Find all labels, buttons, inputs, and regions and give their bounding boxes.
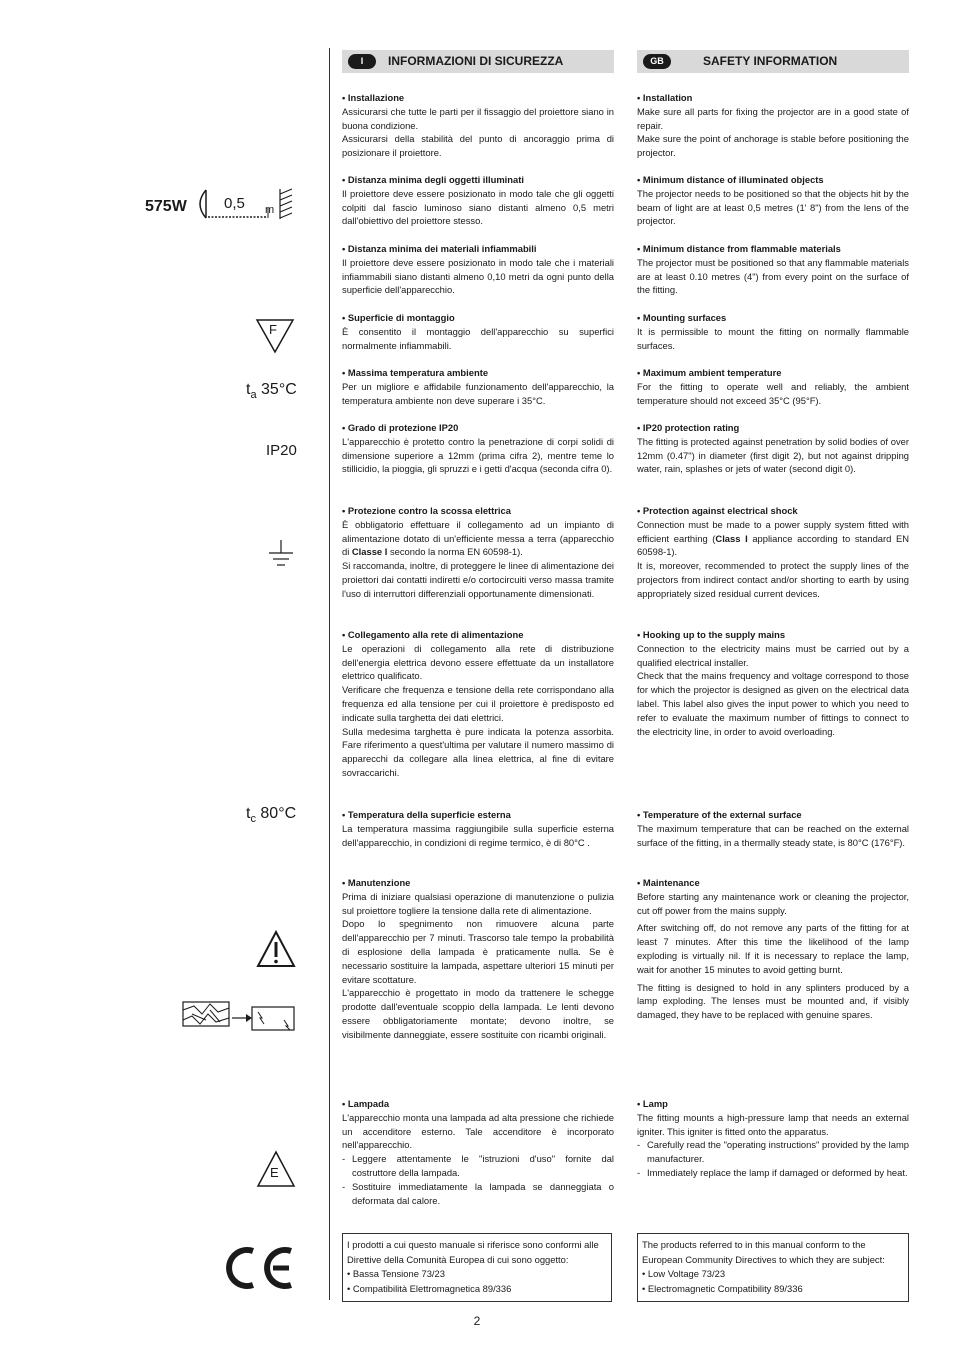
class-label: Class I xyxy=(715,532,748,544)
section-title: • Manutenzione xyxy=(342,877,411,888)
list-item: - Immediately replace the lamp if damaged or deformed by heat. xyxy=(637,1166,909,1180)
paragraph xyxy=(637,518,909,559)
header-title-it: INFORMAZIONI DI SICUREZZA xyxy=(388,54,564,68)
earth-ground-icon xyxy=(268,539,294,569)
it-section-surface-temperature xyxy=(342,808,614,849)
section-title: • Protezione contro la scossa elettrica xyxy=(342,505,511,516)
section-title: • Mounting surfaces xyxy=(637,312,727,323)
class-label: Classe I xyxy=(351,546,388,558)
lamp-icon-letter: E xyxy=(270,1165,279,1180)
en-section-ip-rating xyxy=(637,421,909,476)
text-run: appliance according to standard EN 60598-1). xyxy=(637,532,909,558)
paragraph: L'apparecchio è protetto contro la penetrazione di corpi solidi di dimensione superiore a 12mm (prima cifra 2), mentre teme lo stillicidio, la pioggia, gli spruzzi e i getti d'acqua (seconda cifra 0). xyxy=(342,435,614,475)
en-conformity-box xyxy=(637,1233,909,1302)
section-title: • Temperatura della superficie esterna xyxy=(342,809,511,820)
header-english xyxy=(637,50,909,73)
tc-value: 80°C xyxy=(255,805,297,822)
en-section-maintenance xyxy=(637,876,909,1022)
paragraph: The fitting is designed to hold in any splinters produced by a lamp exploding. The lenses must be mounted and, if visibly damaged, they have to be replaced with genuine spares. xyxy=(637,981,909,1021)
en-section-lamp xyxy=(637,1097,909,1180)
paragraph xyxy=(342,518,614,559)
section-title: • Maximum ambient temperature xyxy=(637,367,782,378)
en-section-supply-mains xyxy=(637,628,909,738)
it-section-lamp xyxy=(342,1097,614,1207)
page-number: 2 xyxy=(473,1314,481,1328)
warning-icon xyxy=(256,930,296,968)
en-section-min-distance-flammable xyxy=(637,242,909,297)
language-badge-gb: GB xyxy=(643,54,671,69)
section-title: • Minimum distance of illuminated objects xyxy=(637,174,824,185)
it-section-ip-rating xyxy=(342,421,614,476)
list xyxy=(342,1152,614,1207)
section-title: • Maintenance xyxy=(637,877,700,888)
list-item: - Carefully read the "operating instructions" provided by the lamp manufacturer. xyxy=(637,1138,909,1166)
section-title: • Installazione xyxy=(342,92,405,103)
paragraph: È consentito il montaggio dell'apparecchio su superfici normalmente infiammabili. xyxy=(342,325,614,351)
paragraph: Per un migliore e affidabile funzionamento dell'apparecchio, la temperatura ambiente non deve superare i 35°C. xyxy=(342,380,614,406)
paragraph: Make sure the point of anchorage is stable before positioning the projector. xyxy=(637,133,909,159)
header-italian xyxy=(342,50,614,73)
tc-base: t xyxy=(246,805,251,822)
en-section-ambient-temperature xyxy=(637,366,909,407)
en-section-electrical-shock xyxy=(637,504,909,601)
section-title: • IP20 protection rating xyxy=(637,422,740,433)
it-conformity-box xyxy=(342,1233,612,1302)
language-badge-it: I xyxy=(348,54,376,69)
list-item: • Low Voltage 73/23 xyxy=(642,1268,726,1279)
section-title: • Lampada xyxy=(342,1098,390,1109)
it-section-min-distance-objects xyxy=(342,173,614,228)
paragraph: Il proiettore deve essere posizionato in modo tale che gli oggetti colpiti dal fascio luminoso siano distanti almeno 0,5 metri dall'obiettivo del proiettore stesso. xyxy=(342,187,614,227)
paragraph: Assicurarsi della stabilità del punto di ancoraggio prima di posizionare il proiettore. xyxy=(342,133,614,159)
section-title: • Collegamento alla rete di alimentazione xyxy=(342,629,524,640)
it-section-electrical-shock xyxy=(342,504,614,601)
en-section-installation xyxy=(637,91,909,160)
ta-base: t xyxy=(246,381,251,398)
section-title: • Distanza minima degli oggetti illuminati xyxy=(342,174,524,185)
paragraph: The fitting mounts a high-pressure lamp that needs an external igniter. This igniter is fitted onto the apparatus. xyxy=(637,1111,909,1137)
broken-lens-replace-icon xyxy=(180,1000,298,1032)
paragraph: The products referred to in this manual conform to the European Community Directives to which they are subject: xyxy=(642,1239,885,1265)
list-item: • Compatibilità Elettromagnetica 89/336 xyxy=(347,1282,512,1294)
section-title: • Installation xyxy=(637,92,693,103)
paragraph: La temperatura massima raggiungibile sulla superficie esterna dell'apparecchio, in condizioni di regime termico, è di 80°C . xyxy=(342,822,614,848)
paragraph: The projector needs to be positioned so that the objects hit by the beam of light are at least 0,5 metres (1' 8") from the lens of the projector. xyxy=(637,187,909,227)
min-distance-value: 0,5 xyxy=(224,195,245,212)
it-section-mounting-surface xyxy=(342,311,614,352)
header-title-en: SAFETY INFORMATION xyxy=(703,54,838,68)
paragraph: Connection to the electricity mains must be carried out by a qualified electrical installer. xyxy=(637,642,909,668)
paragraph: Assicurarsi che tutte le parti per il fissaggio del proiettore siano in buona condizione. xyxy=(342,105,614,131)
paragraph: Prima di iniziare qualsiasi operazione di manutenzione o pulizia sul proiettore togliere la tensione dalla rete di alimentazione. xyxy=(342,890,614,916)
paragraph: The fitting is protected against penetration by solid bodies of over 12mm (0.47") in diameter (first digit 2), but not against dripping water, rain, splashes or jets of water (second digit 0). xyxy=(637,435,909,475)
ta-sub: a xyxy=(250,389,257,402)
paragraph: Si raccomanda, inoltre, di proteggere le linee di alimentazione dei proiettori dai contatti indiretti e/o cortocircuiti verso massa tramite l'uso di interruttori differenziali opportunamente dimensionati. xyxy=(342,560,614,599)
ip-rating: IP20 xyxy=(266,442,297,459)
paragraph: Le operazioni di collegamento alla rete di distribuzione dell'energia elettrica devono essere effettuate da un installatore elettrico qualificato. xyxy=(342,642,614,682)
text-run: secondo la norma EN 60598-1). xyxy=(387,546,523,558)
it-section-mains-connection xyxy=(342,628,614,780)
ce-mark-icon xyxy=(223,1243,295,1293)
paragraph: For the fitting to operate well and reliably, the ambient temperature should not exceed 35°C (95°F). xyxy=(637,380,909,406)
text-run: Connection must be made to a power supply system fitted with efficient earthing ( xyxy=(637,518,909,544)
section-title: • Distanza minima dei materiali infiammabili xyxy=(342,243,537,254)
paragraph: The projector must be positioned so that any flammable materials are at least 0.10 metres (4") from every point on the surface of the fitting. xyxy=(637,256,909,296)
paragraph: I prodotti a cui questo manuale si riferisce sono conformi alle Direttive della Comunità Europea di cui sono oggetto: xyxy=(347,1239,599,1265)
section-title: • Massima temperatura ambiente xyxy=(342,367,489,378)
flammable-surface-icon-letter: F xyxy=(269,322,277,337)
list xyxy=(637,1138,909,1179)
list-item: - Leggere attentamente le "istruzioni d'uso" fornite dal costruttore della lampada. xyxy=(342,1152,614,1180)
section-title: • Lamp xyxy=(637,1098,668,1109)
it-section-maintenance xyxy=(342,876,614,1042)
section-title: • Grado di protezione IP20 xyxy=(342,422,459,433)
paragraph: Dopo lo spegnimento non rimuovere alcuna parte dell'apparecchio per 7 minuti. Trascorso tale tempo la probabilità di esplosione della lampada è praticamente nulla. Se è necessario sostituire la lampada, aspettare ulteriori 15 minuti per evitare scottature. xyxy=(342,918,614,985)
section-title: • Protection against electrical shock xyxy=(637,505,798,516)
paragraph: Sulla medesima targhetta è pure indicata la potenza assorbita. Fare riferimento a quest'ultima per valutare il numero massimo di apparecchi da collegare alla linea elettrica, al fine di evitare sovraccarichi. xyxy=(342,725,614,778)
surface-temperature xyxy=(246,805,296,825)
paragraph: After switching off, do not remove any parts of the fitting for at least 7 minutes. After this time the likelihood of the lamp exploding is virtually nil. If it is necessary to replace the lamp, wait for another 15 minutes to avoid getting burnt. xyxy=(637,922,909,975)
text-run: È obbligatorio effettuare il collegamento ad un impianto di alimentazione dotato di un'efficiente messa a terra (apparecchio di xyxy=(342,518,614,558)
tc-sub: c xyxy=(250,813,256,826)
ta-value: 35°C xyxy=(256,381,297,398)
paragraph: L'apparecchio è progettato in modo da trattenere le schegge prodotte dall'eventuale scoppio della lampada. Le lenti devono essere obbligatoriamente montate; devono inoltre, se visibilmente danneggiate, essere sostituite con ricambi originali. xyxy=(342,987,614,1040)
paragraph: Before starting any maintenance work or cleaning the projector, cut off power from the mains supply. xyxy=(637,890,909,916)
paragraph: L'apparecchio monta una lampada ad alta pressione che richiede un accenditore esterno. Tale accenditore è incorporato nell'apparecchio. xyxy=(342,1111,614,1151)
paragraph: Make sure all parts for fixing the projector are in a good state of repair. xyxy=(637,105,909,131)
it-section-min-distance-flammable xyxy=(342,242,614,297)
it-section-installation xyxy=(342,91,614,160)
paragraph: Il proiettore deve essere posizionato in modo tale che i materiali infiammabili siano distanti almeno 0,10 metri da ogni punto della superficie dell'apparecchio. xyxy=(342,256,614,296)
paragraph: It is, moreover, recommended to protect the supply lines of the projectors from indirect contact and/or shorting to earth by using appropriately sized residual current devices. xyxy=(637,560,909,599)
section-title: • Minimum distance from flammable materials xyxy=(637,243,841,254)
min-distance-unit: m xyxy=(265,204,275,216)
section-title: • Hooking up to the supply mains xyxy=(637,629,786,640)
paragraph: Check that the mains frequency and voltage correspond to those for which the projector is designed as given on the electrical data label. This label also gives the input power to which you need to refer to evaluate the maximum number of fittings to connect to the electricity line, in order to avoid overloading. xyxy=(637,670,909,737)
paragraph: Verificare che frequenza e tensione della rete corrispondano alla frequenza ed alla tensione per cui il proiettore è predisposto ed indicate sulla targhetta dei dati elettrici. xyxy=(342,684,614,723)
section-title: • Superficie di montaggio xyxy=(342,312,455,323)
en-section-min-distance-objects xyxy=(637,173,909,228)
column-divider xyxy=(329,48,330,1300)
en-section-mounting-surfaces xyxy=(637,311,909,352)
list-item: • Bassa Tensione 73/23 xyxy=(347,1268,445,1279)
list-item: - Sostituire immediatamente la lampada se danneggiata o deformata dal calore. xyxy=(342,1180,614,1208)
ambient-temperature xyxy=(246,381,297,401)
paragraph: The maximum temperature that can be reached on the external surface of the fitting, in a thermally steady state, is 80°C (176°F). xyxy=(637,822,909,848)
it-section-ambient-temperature xyxy=(342,366,614,407)
list-item: • Electromagnetic Compatibility 89/336 xyxy=(642,1282,803,1294)
power-rating: 575W xyxy=(145,198,187,215)
section-title: • Temperature of the external surface xyxy=(637,809,802,820)
en-section-surface-temperature xyxy=(637,808,909,849)
paragraph: It is permissible to mount the fitting on normally flammable surfaces. xyxy=(637,325,909,351)
